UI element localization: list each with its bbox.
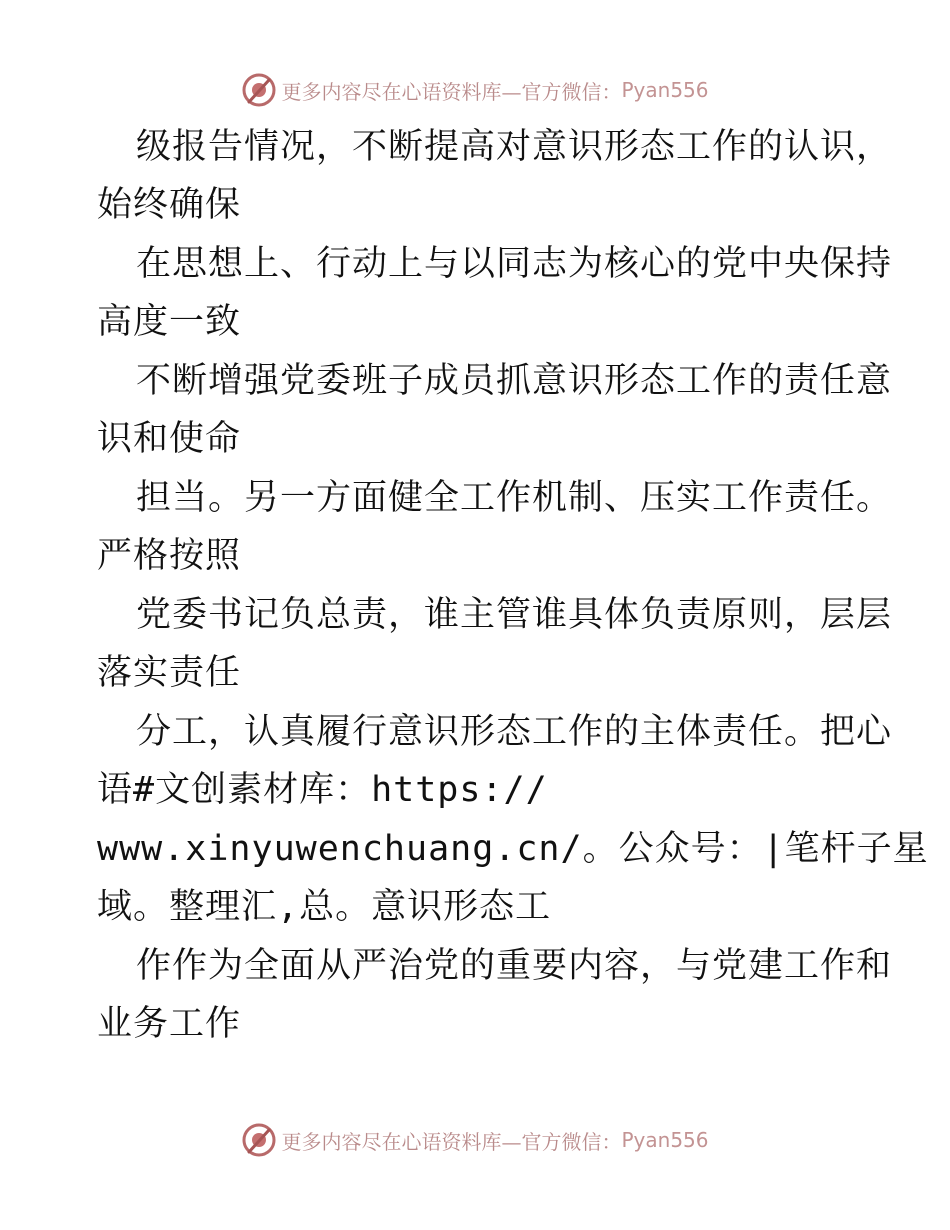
body-line: 落实责任 [97,653,242,693]
body-line: 严格按照 [97,536,242,576]
brush-logo-icon [241,1122,277,1158]
header-watermark-wechat-id: Pyan556 [621,78,709,102]
body-line: 高度一致 [97,302,242,342]
header-watermark [0,70,950,110]
body-line: 级报告情况，不断提高对意识形态工作的认识， [136,127,893,167]
header-watermark-text: 更多内容尽在心语资料库—官方微信： [281,79,622,104]
body-line: 党委书记负总责，谁主管谁具体负责原则，层层 [136,595,893,635]
body-line: 作作为全面从严治党的重要内容，与党建工作和 [136,946,893,986]
body-line: 业务工作 [97,1004,242,1044]
body-line: 识和使命 [97,419,242,459]
footer-watermark-wechat-id: Pyan556 [621,1128,709,1152]
body-line: 始终确保 [97,185,242,225]
footer-watermark-text: 更多内容尽在心语资料库—官方微信： [281,1129,622,1154]
brush-logo-icon [241,72,277,108]
body-line: 担当。另一方面健全工作机制、压实工作责任。 [136,478,893,518]
body-line: 语#文创素材库：https:// [97,770,548,810]
body-line: 在思想上、行动上与以同志为核心的党中央保持 [136,244,893,284]
body-line: www.xinyuwenchuang.cn/。公众号：|笔杆子星 [97,829,929,869]
body-line: 不断增强党委班子成员抓意识形态工作的责任意 [136,361,893,401]
body-line: 域。整理汇,总。意识形态工 [97,887,552,927]
footer-watermark [0,1120,950,1160]
body-line: 分工，认真履行意识形态工作的主体责任。把心 [136,712,893,752]
